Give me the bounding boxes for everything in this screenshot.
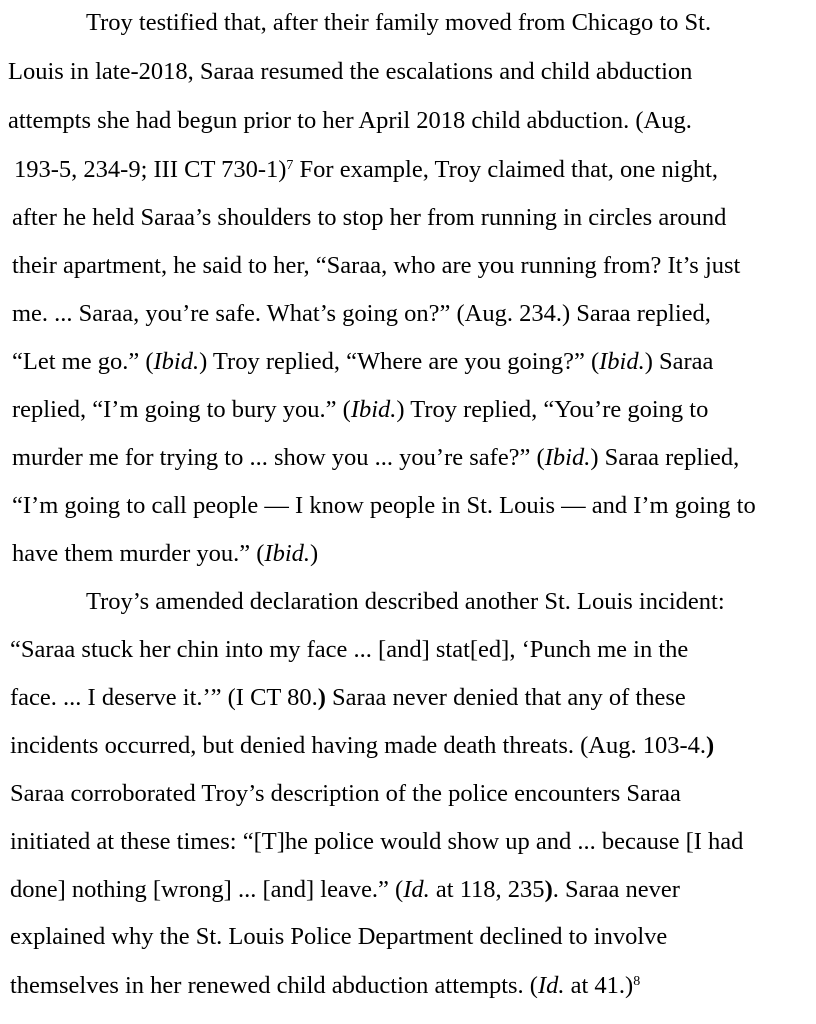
text-line [10,779,681,809]
text-span: “Saraa stuck her chin into my face ... [and] stat[ed], ‘Punch me in the [10,636,689,663]
citation-italic: Ibid. [153,348,200,375]
citation-italic: Id. [403,876,430,903]
text-span: murder me for trying to ... show you ... you’re safe?” ( [12,444,545,471]
text-span: ) Saraa [644,348,714,375]
text-span: For example, Troy claimed that, one night, [293,156,719,183]
footnote-ref: 8 [633,974,641,989]
text-span: have them murder you.” ( [12,540,265,567]
text-span: after he held Saraa’s shoulders to stop her from running in circles around [12,204,727,231]
bold-paren: ) [706,732,715,759]
text-line [10,683,686,713]
text-line [12,539,318,569]
text-span: Troy testified that, after their family moved from Chicago to St. [86,9,712,36]
text-line [12,251,740,281]
text-line [10,827,743,857]
text-span: themselves in her renewed child abduction attempts. ( [10,972,538,999]
text-line [10,971,640,1001]
text-span: at 118, 235 [429,876,545,903]
text-span: Troy’s amended declaration described another St. Louis incident: [86,588,725,615]
text-span: “I’m going to call people — I know people in St. Louis — and I’m going to [12,492,756,519]
text-span: ) Troy replied, “Where are you going?” ( [199,348,600,375]
bold-paren: ) [317,684,326,711]
text-line [12,443,739,473]
text-line [86,8,711,38]
text-line [10,922,667,952]
text-line [10,875,680,905]
text-span: explained why the St. Louis Police Department declined to involve [10,923,668,950]
text-span: done] nothing [wrong] ... [and] leave.” ( [10,876,404,903]
text-line [8,57,692,87]
text-span: “Let me go.” ( [12,348,154,375]
bold-paren: ) [544,876,553,903]
text-span: ) [310,540,319,567]
text-span: Saraa never denied that any of these [325,684,686,711]
text-span: replied, “I’m going to bury you.” ( [12,396,351,423]
text-span: me. ... Saraa, you’re safe. What’s going on?” (Aug. 234.) Saraa replied, [12,300,711,327]
text-line [10,731,714,761]
text-span: initiated at these times: “[T]he police would show up and ... because [I had [10,828,744,855]
text-span: attempts she had begun prior to her April 2018 child abduction. (Aug. [8,107,692,134]
text-span: at 41.) [564,972,634,999]
text-line [12,491,756,521]
text-line [14,155,718,185]
text-span: face. ... I deserve it.’” (I CT 80. [10,684,318,711]
text-span: . Saraa never [552,876,680,903]
text-span: incidents occurred, but denied having made death threats. (Aug. 103-4. [10,732,706,759]
citation-italic: Id. [537,972,565,999]
text-line [12,203,726,233]
text-line [12,299,711,329]
citation-italic: Ibid. [264,540,310,567]
text-span: ) Saraa replied, [590,444,740,471]
text-line [8,106,692,136]
footnote-ref: 7 [286,158,294,173]
text-span: Louis in late-2018, Saraa resumed the escalations and child abduction [8,58,693,85]
citation-italic: Ibid. [544,444,591,471]
text-line [10,635,688,665]
text-span: 193-5, 234-9; III CT 730-1) [14,156,287,183]
text-span: their apartment, he said to her, “Saraa, who are you running from? It’s just [12,252,741,279]
text-line [12,347,713,377]
text-span: Saraa corroborated Troy’s description of the police encounters Saraa [10,780,681,807]
citation-italic: Ibid. [599,348,645,375]
text-line [86,587,725,617]
text-span: ) Troy replied, “You’re going to [396,396,709,423]
citation-italic: Ibid. [350,396,397,423]
text-line [12,395,708,425]
